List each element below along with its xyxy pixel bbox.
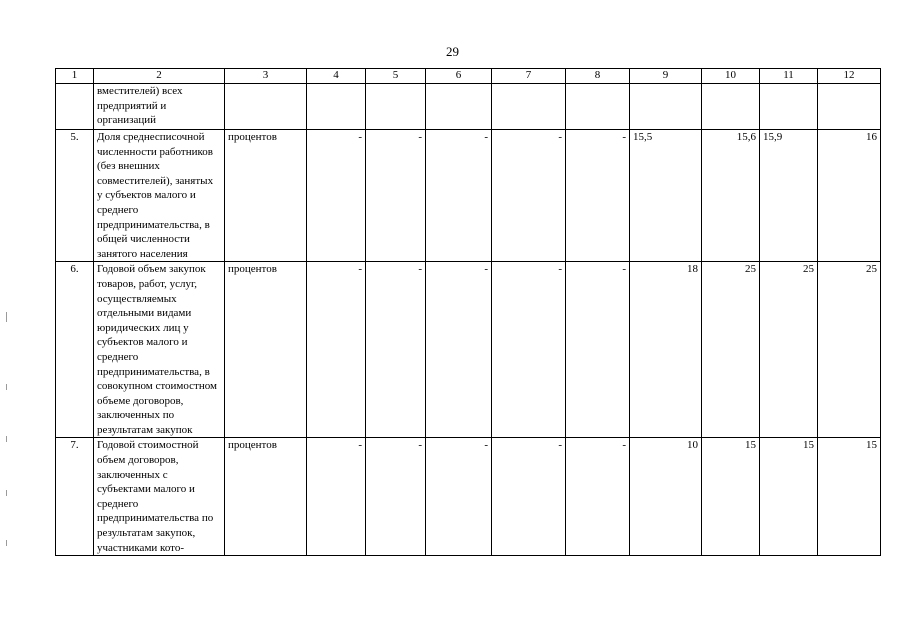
value-cell: -	[426, 262, 492, 438]
value-cell: 25	[702, 262, 760, 438]
value-cell: -	[492, 262, 566, 438]
value-cell: 25	[760, 262, 818, 438]
value-cell: -	[492, 130, 566, 262]
value-cell: 15,6	[702, 130, 760, 262]
value-cell: -	[426, 130, 492, 262]
value-cell	[366, 84, 426, 130]
value-cell: -	[366, 262, 426, 438]
column-header: 3	[225, 69, 307, 84]
column-header: 9	[630, 69, 702, 84]
column-header: 2	[94, 69, 225, 84]
value-cell	[492, 84, 566, 130]
value-cell: 16	[818, 130, 881, 262]
column-number-row	[56, 69, 881, 84]
value-cell	[566, 84, 630, 130]
value-cell: 15	[760, 438, 818, 556]
row-number: 7.	[56, 438, 94, 556]
column-header: 4	[307, 69, 366, 84]
value-cell	[630, 84, 702, 130]
scan-edge-mark	[6, 312, 7, 322]
value-cell: 15,5	[630, 130, 702, 262]
column-header: 11	[760, 69, 818, 84]
scan-edge-mark	[6, 490, 7, 496]
table-row	[56, 130, 881, 262]
value-cell: 25	[818, 262, 881, 438]
value-cell: -	[566, 438, 630, 556]
page-number: 29	[446, 44, 459, 59]
value-cell: -	[366, 130, 426, 262]
value-cell	[426, 84, 492, 130]
scan-edge-mark	[6, 540, 7, 546]
indicator-description: Годовой стоимостной объем договоров, заключенных с субъектами малого и среднего предпринимательства по результатам закупок, участниками кото-	[94, 438, 225, 556]
value-cell	[307, 84, 366, 130]
scan-edge-mark	[6, 384, 7, 390]
value-cell: 15,9	[760, 130, 818, 262]
row-number: 6.	[56, 262, 94, 438]
value-cell: -	[492, 438, 566, 556]
scan-edge-mark	[6, 436, 7, 442]
unit-cell: процентов	[225, 262, 307, 438]
value-cell: -	[307, 130, 366, 262]
value-cell	[818, 84, 881, 130]
column-header: 1	[56, 69, 94, 84]
value-cell: -	[307, 438, 366, 556]
indicator-description: Доля среднесписочной численности работников (без внешних совместителей), занятых у субъектов малого и среднего предпринимательства, в общей численности занятого населения	[94, 130, 225, 262]
row-number: 5.	[56, 130, 94, 262]
value-cell	[760, 84, 818, 130]
indicator-description: Годовой объем закупок товаров, работ, услуг, осуществляемых отдельными видами юридических лиц у субъектов малого и среднего предпринимательства, в совокупном стоимостном объеме договоров, заключенных по результатам закупок	[94, 262, 225, 438]
column-header: 10	[702, 69, 760, 84]
table-row	[56, 84, 881, 130]
value-cell: -	[366, 438, 426, 556]
table-row	[56, 262, 881, 438]
value-cell: -	[566, 262, 630, 438]
table-row	[56, 438, 881, 556]
column-header: 5	[366, 69, 426, 84]
value-cell: 15	[702, 438, 760, 556]
column-header: 6	[426, 69, 492, 84]
value-cell: -	[566, 130, 630, 262]
value-cell: 18	[630, 262, 702, 438]
indicators-table	[55, 68, 881, 556]
indicator-description: вместителей) всех предприятий и организаций	[94, 84, 225, 130]
value-cell: -	[307, 262, 366, 438]
value-cell: 10	[630, 438, 702, 556]
unit-cell: процентов	[225, 130, 307, 262]
value-cell: -	[426, 438, 492, 556]
column-header: 7	[492, 69, 566, 84]
column-header: 8	[566, 69, 630, 84]
column-header: 12	[818, 69, 881, 84]
unit-cell: процентов	[225, 438, 307, 556]
value-cell	[702, 84, 760, 130]
value-cell: 15	[818, 438, 881, 556]
row-number	[56, 84, 94, 130]
unit-cell	[225, 84, 307, 130]
